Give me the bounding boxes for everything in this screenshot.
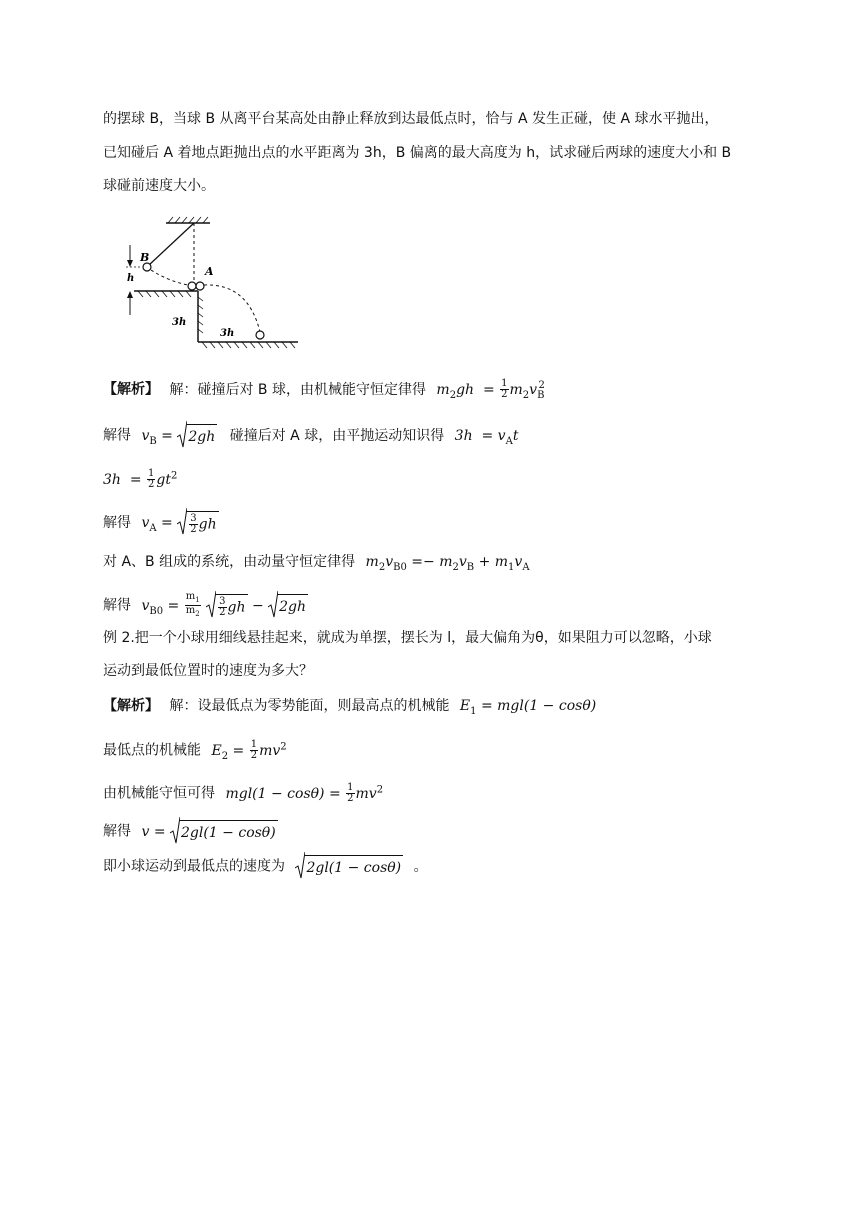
example2-line-2: 运动到最低位置时的速度为多大？ (103, 663, 313, 679)
label-3h-left: 3h (172, 317, 187, 328)
label-b: B (140, 251, 150, 264)
formula-momentum: $m_2v_{B0} =- m_2v_B + m_1v_A$ (365, 554, 530, 573)
formula-e1: $E_1 = mgl(1 - \cos\theta)$ (459, 698, 597, 717)
formula-vb: $v_B$ = 2gh (141, 428, 221, 444)
label-h: h (127, 273, 135, 284)
pendulum-figure (118, 215, 303, 350)
solution1-line-2: 解得 $v_B$ = 2gh 碰撞后对 A 球，由平抛运动知识得 $3h = v_At$ (103, 424, 518, 451)
solution1-line-3 (103, 466, 177, 490)
solution2-line-1: 【解析】 解：设最低点为零势能面，则最高点的机械能 $E_1 = mgl(1 - \cos\theta)$ (103, 698, 597, 717)
label-3h-bottom: 3h (220, 328, 235, 339)
analysis-tag: 【解析】 (103, 381, 159, 398)
solution2-line-3: 由机械能守恒可得 mgl(1 − cosθ) = $\frac{1}{2}$ $mv^2$ (103, 782, 384, 805)
problem-line-1: 的摆球 B，当球 B 从离平台某高处由静止释放到达最低点时，恰与 A 发生正碰，使 A 球水平抛出， (103, 111, 719, 127)
formula-horizontal: $3h = v_At$ (454, 427, 519, 447)
solution2-line-2: 最低点的机械能 $E_2$ = $\frac{1}{2}$ $mv^2$ (103, 739, 287, 762)
analysis-tag-2: 【解析】 (103, 698, 159, 714)
formula-va: $v_A$ = $\frac{3}{2}$ gh (141, 515, 218, 531)
solution2-line-5: 即小球运动到最低点的速度为 2gl(1 − cosθ) 。 (103, 855, 428, 878)
problem-line-3: 球碰前速度大小。 (103, 178, 215, 194)
solution2-line-4: 解得 v = 2gl(1 − cosθ) (103, 820, 278, 843)
solution1-line-5: 对 A、B 组成的系统，由动量守恒定律得 $m_2v_{B0} =- m_2v_B + m_1v_A$ (103, 554, 530, 573)
formula-v: v = 2gl(1 − cosθ) (141, 824, 277, 840)
formula-e2: $E_2$ = $\frac{1}{2}$ $mv^2$ (211, 739, 287, 762)
solution1-line-4: 解得 $v_A$ = $\frac{3}{2}$ gh (103, 511, 219, 539)
formula-v-final: 2gl(1 − cosθ) (295, 859, 407, 875)
formula-conservation: mgl(1 − cosθ) = $\frac{1}{2}$ $mv^2$ (225, 782, 384, 805)
formula-energy-b: $m_2gh$ = $\frac{1}{2}$ $m_2v_B^2$ (436, 378, 545, 401)
solution1-line-1: 【解析】 解：碰撞后对 B 球，由机械能守恒定律得 $m_2gh$ = $\frac{1}{2}$ $m_2v_B^2$ (103, 378, 545, 401)
label-a: A (205, 265, 214, 278)
problem-line-2: 已知碰后 A 着地点距抛出点的水平距离为 3h，B 偏离的最大高度为 h，试求碰后两球的速度大小和 B (103, 145, 732, 161)
formula-vertical: 3h = $\frac{1}{2}$ $gt^2$ (103, 468, 178, 491)
solution1-line-6: 解得 $v_{B0}$ = $\frac{m_1}{m_2}$ $\frac{3}{2}$ gh − 2gh (103, 591, 307, 618)
formula-vb0: $v_{B0}$ = $\frac{m_1}{m_2}$ $\frac{3}{2}$ gh − 2gh (141, 591, 307, 618)
example2-line-1: 例 2.把一个小球用细线悬挂起来，就成为单摆，摆长为 l，最大偏角为θ，如果阻力可以忽略，小球 (103, 630, 712, 646)
